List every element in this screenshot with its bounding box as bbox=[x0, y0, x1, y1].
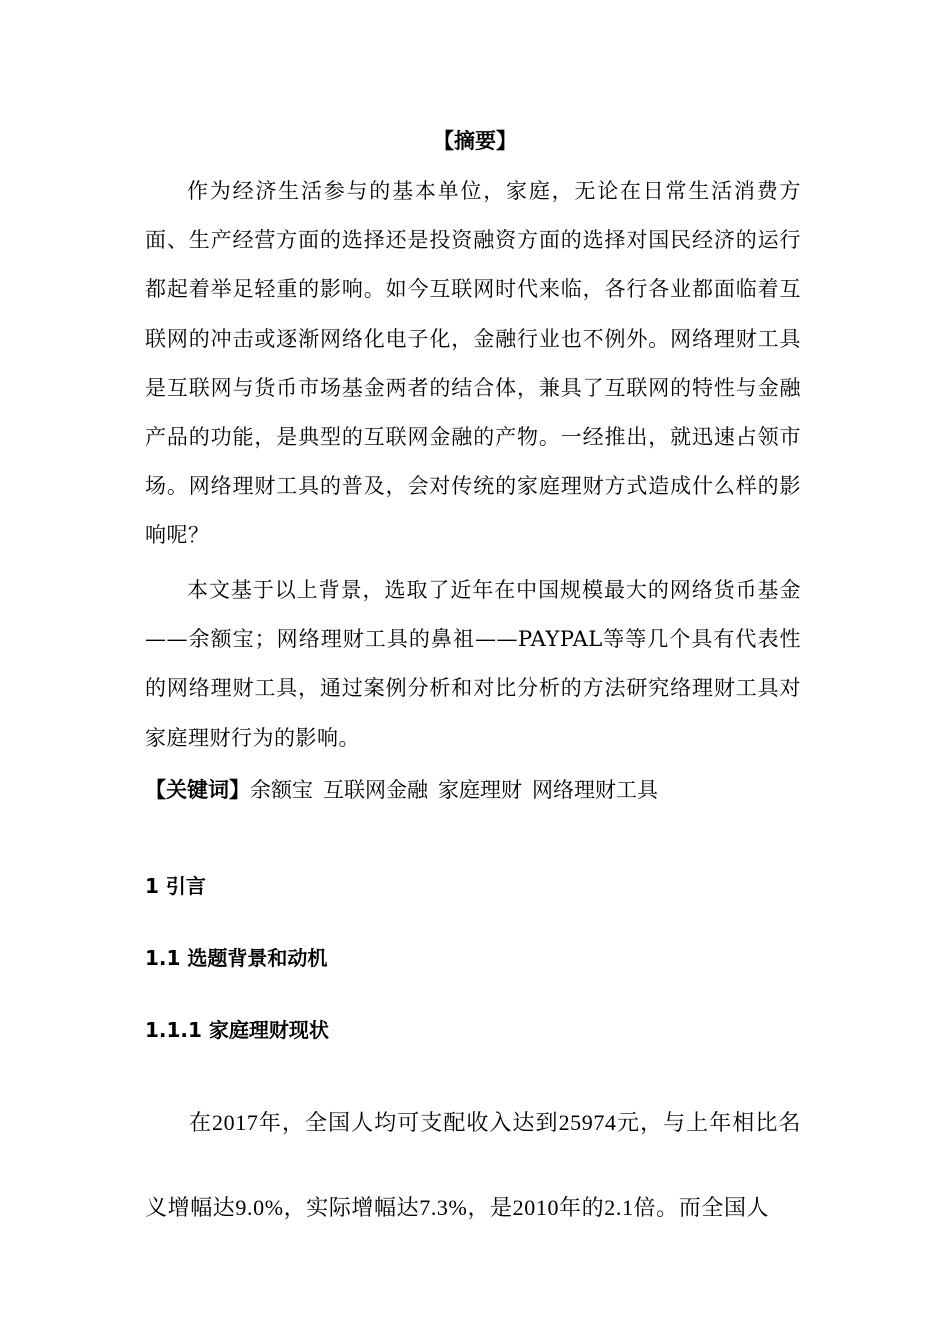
keywords-label: 【关键词】 bbox=[145, 778, 250, 802]
section-heading-1-1: 1.1 选题背景和动机 bbox=[145, 946, 328, 970]
body-paragraph: 在2017年，全国人均可支配收入达到25974元，与上年相比名义增幅达9.0%，实际增幅达7.3%，是2010年的2.1倍。而全国人 bbox=[145, 1110, 801, 1220]
keywords-line bbox=[145, 775, 801, 805]
keyword-item: 家庭理财 bbox=[438, 778, 522, 802]
abstract-title: 【摘要】 bbox=[433, 129, 517, 153]
section-heading-1-1-1: 1.1.1 家庭理财现状 bbox=[145, 1018, 329, 1042]
section-heading-1: 1 引言 bbox=[145, 874, 206, 898]
abstract-paragraph-2: 本文基于以上背景，选取了近年在中国规模最大的网络货币基金——余额宝；网络理财工具的鼻祖——PAYPAL等等几个具有代表性的网络理财工具，通过案例分析和对比分析的方法研究络理财工具对家庭理财行为的影响。 bbox=[145, 578, 801, 750]
keyword-item: 网络理财工具 bbox=[532, 778, 658, 802]
keyword-item: 互联网金融 bbox=[323, 778, 428, 802]
keyword-item: 余额宝 bbox=[250, 778, 313, 802]
abstract-paragraph-1: 作为经济生活参与的基本单位，家庭，无论在日常生活消费方面、生产经营方面的选择还是投资融资方面的选择对国民经济的运行都起着举足轻重的影响。如今互联网时代来临，各行各业都面临着互联网的冲击或逐渐网络化电子化，金融行业也不例外。网络理财工具是互联网与货币市场基金两者的结合体，兼具了互联网的特性与金融产品的功能，是典型的互联网金融的产物。一经推出，就迅速占领市场。网络理财工具的普及，会对传统的家庭理财方式造成什么样的影响呢？ bbox=[145, 179, 801, 548]
